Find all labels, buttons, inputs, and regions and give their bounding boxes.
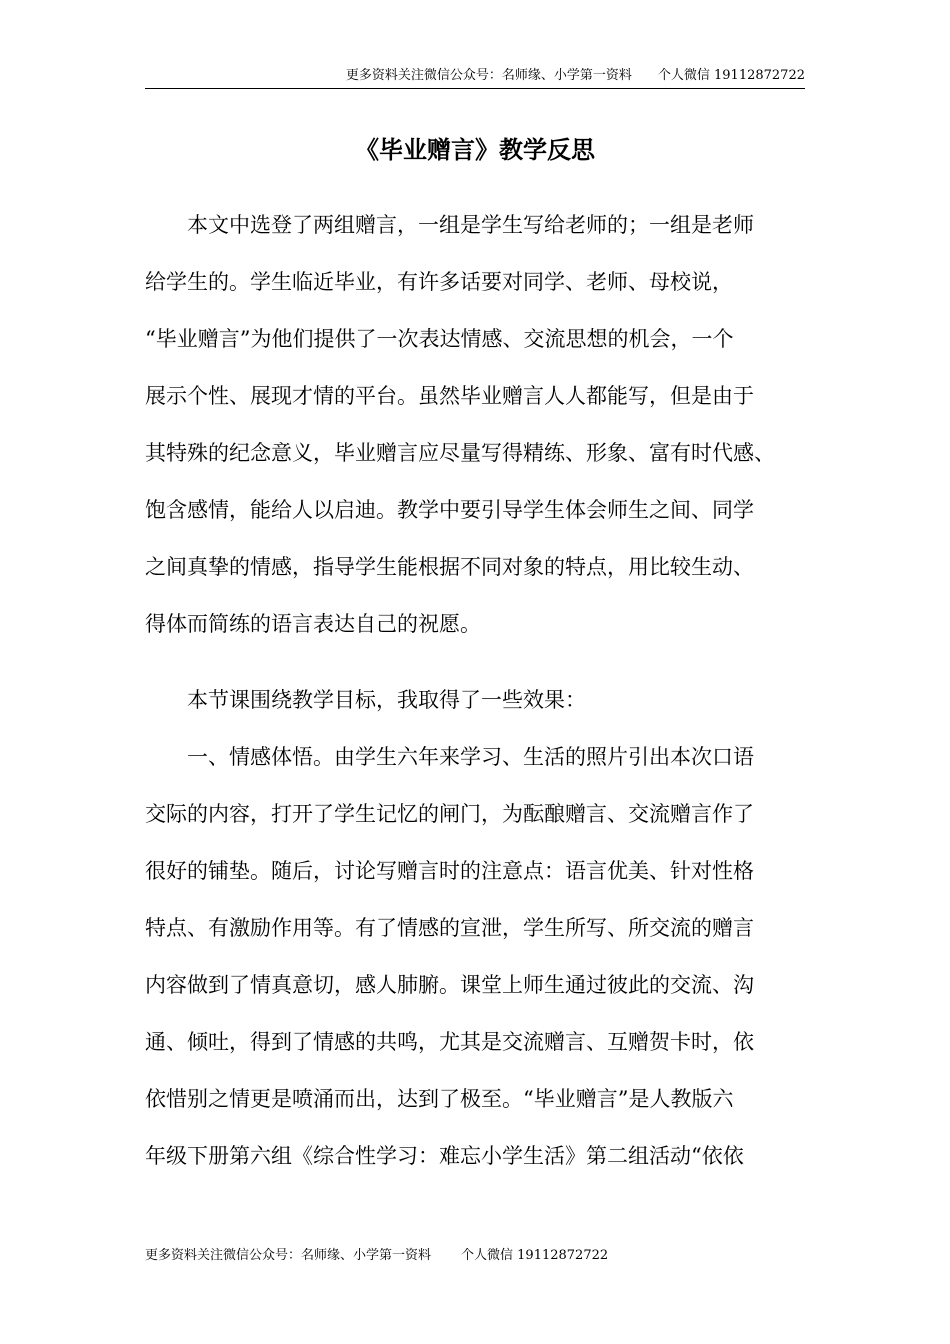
paragraph-line: 特点、有激励作用等。有了情感的宣泄，学生所写、所交流的赠言 <box>145 916 754 940</box>
header-wechat: 个人微信 19112872722 <box>657 68 805 83</box>
paragraph-line: 之间真挚的情感，指导学生能根据不同对象的特点，用比较生动、 <box>145 555 754 579</box>
paragraph-line: 饱含感情，能给人以启迪。教学中要引导学生体会师生之间、同学 <box>145 498 754 522</box>
document-body <box>145 205 805 1193</box>
paragraph-emotion <box>145 737 805 1193</box>
document-title: 《毕业赠言》教学反思 <box>355 135 595 164</box>
paragraph-line: 本文中选登了两组赠言，一组是学生写给老师的；一组是老师 <box>187 213 754 237</box>
header-text <box>346 68 805 84</box>
paragraph-line: 内容做到了情真意切，感人肺腑。课堂上师生通过彼此的交流、沟 <box>145 973 754 997</box>
paragraph-line: 年级下册第六组《综合性学习：难忘小学生活》第二组活动“依依 <box>145 1144 744 1168</box>
paragraph-line: 给学生的。学生临近毕业，有许多话要对同学、老师、母校说， <box>145 270 733 294</box>
paragraph-line: 本节课围绕教学目标，我取得了一些效果： <box>187 688 586 712</box>
paragraph-line: 一、情感体悟。由学生六年来学习、生活的照片引出本次口语 <box>187 745 754 769</box>
page-footer <box>145 1248 608 1264</box>
header-promo: 更多资料关注微信公众号：名师缘、小学第一资料 <box>345 68 632 83</box>
paragraph-line: 很好的铺垫。随后，讨论写赠言时的注意点：语言优美、针对性格 <box>145 859 754 883</box>
paragraph-line: 交际的内容，打开了学生记忆的闸门，为酝酿赠言、交流赠言作了 <box>145 802 754 826</box>
page-header <box>145 66 805 89</box>
paragraph-line: 依惜别之情更是喷涌而出，达到了极至。“毕业赠言”是人教版六 <box>145 1087 734 1111</box>
paragraph-line: 其特殊的纪念意义，毕业赠言应尽量写得精练、形象、富有时代感、 <box>145 441 775 465</box>
paragraph-line: 展示个性、展现才情的平台。虽然毕业赠言人人都能写，但是由于 <box>145 384 754 408</box>
paragraph-line: “毕业赠言”为他们提供了一次表达情感、交流思想的机会，一个 <box>145 327 734 351</box>
paragraph-intro <box>145 205 805 661</box>
paragraph-line: 得体而简练的语言表达自己的祝愿。 <box>145 612 481 636</box>
paragraph-spacer <box>145 661 805 680</box>
footer-wechat: 个人微信 19112872722 <box>461 1248 609 1263</box>
footer-promo: 更多资料关注微信公众号：名师缘、小学第一资料 <box>145 1248 432 1263</box>
paragraph-line: 通、倾吐，得到了情感的共鸣，尤其是交流赠言、互赠贺卡时，依 <box>145 1030 754 1054</box>
paragraph-effects-intro <box>145 680 805 737</box>
